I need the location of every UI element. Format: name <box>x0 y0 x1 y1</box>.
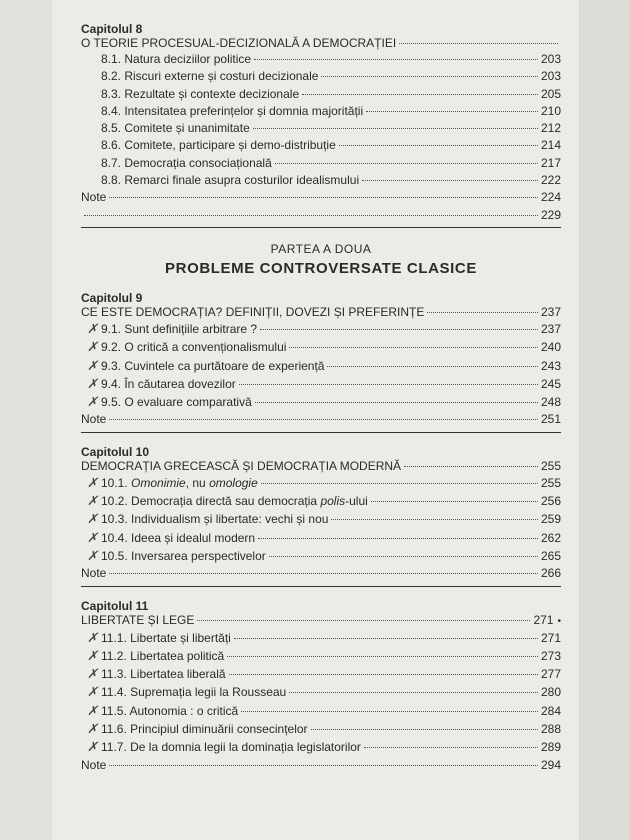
page-number: 266 <box>540 566 561 581</box>
toc-entry <box>81 357 561 375</box>
page-number: 277 <box>540 667 561 682</box>
leader-dots <box>362 180 538 181</box>
handwritten-mark: ✗ <box>87 357 98 373</box>
leader-dots <box>311 729 538 730</box>
toc-entry <box>81 547 561 565</box>
book-page <box>52 0 579 840</box>
page-number: 240 <box>540 340 561 355</box>
leader-dots <box>227 656 538 657</box>
toc-entry <box>81 738 561 756</box>
leader-dots <box>258 538 538 539</box>
leader-dots <box>404 466 538 467</box>
handwritten-mark: ✗ <box>87 320 98 336</box>
page-number: 271 <box>533 612 554 627</box>
entry-label: 9.4. În căutarea dovezilor <box>101 376 236 391</box>
notes-row <box>81 411 561 432</box>
table-of-contents <box>81 22 561 774</box>
page-number: 262 <box>540 530 561 545</box>
page-number: 284 <box>540 703 561 718</box>
part-label: PARTEA A DOUA <box>270 241 372 256</box>
leader-dots <box>255 402 538 403</box>
toc-entry <box>81 683 561 701</box>
leader-dots <box>327 366 537 367</box>
toc-entry <box>81 510 561 528</box>
toc-entry <box>81 51 561 68</box>
toc-entry <box>81 375 561 393</box>
notes-label: Note <box>81 757 107 772</box>
chapter-9 <box>81 291 561 433</box>
handwritten-mark: ✗ <box>87 721 98 737</box>
chapter-entries <box>81 51 561 189</box>
entry-label: 8.8. Remarci finale asupra costurilor idealismului <box>101 173 360 188</box>
leader-dots <box>331 519 538 520</box>
handwritten-mark: ✗ <box>87 339 98 355</box>
chapter-title <box>81 305 561 320</box>
handwritten-mark: ✗ <box>87 394 98 410</box>
pencil-dot: • <box>557 615 561 627</box>
page-number: 288 <box>540 722 561 737</box>
leader-dots <box>364 747 538 748</box>
chapter-heading: Capitolul 9 <box>81 290 143 305</box>
entry-label: 11.5. Autonomia : o critică <box>101 703 239 718</box>
entry-label: 11.1. Libertate și libertăți <box>101 630 231 645</box>
entry-label: 8.7. Democrația consociațională <box>101 155 272 170</box>
page-number: 280 <box>540 685 561 700</box>
page-number: 237 <box>540 304 561 319</box>
chapter-heading: Capitolul 11 <box>81 598 149 613</box>
part-title: PROBLEME CONTROVERSATE CLASICE <box>165 259 477 277</box>
leader-dots <box>427 312 538 313</box>
leader-dots <box>260 329 538 330</box>
page-number: 271 <box>540 630 561 645</box>
leader-dots <box>269 556 538 557</box>
page-number: 217 <box>540 155 561 170</box>
handwritten-mark: ✗ <box>87 647 98 663</box>
notes-row <box>81 565 561 586</box>
page-number: 212 <box>540 121 561 136</box>
toc-entry <box>81 120 561 137</box>
leader-dots <box>339 145 538 146</box>
entry-label: 8.6. Comitete, participare și demo-distribuție <box>101 138 336 153</box>
notes-label: Note <box>81 412 107 427</box>
entry-label: 9.1. Sunt definițiile arbitrare ? <box>101 321 258 336</box>
entry-label: 10.2. Democrația directă sau democrația polis-ului <box>101 494 368 509</box>
chapter-heading: Capitolul 10 <box>81 444 150 459</box>
page-number: 210 <box>540 103 561 118</box>
toc-entry <box>81 338 561 356</box>
leader-dots <box>229 674 538 675</box>
entry-label: 9.3. Cuvintele ca purtătoare de experiență <box>101 358 325 373</box>
page-number: 256 <box>540 494 561 509</box>
page-number: 248 <box>540 395 561 410</box>
toc-entry <box>81 155 561 172</box>
leader-dots <box>109 419 538 420</box>
leader-dots <box>289 347 538 348</box>
toc-entry <box>81 86 561 103</box>
toc-entry <box>81 474 561 492</box>
toc-entry <box>81 529 561 547</box>
page-number: 205 <box>540 86 561 101</box>
page-number: 255 <box>540 475 561 490</box>
handwritten-mark: ✗ <box>87 375 98 391</box>
leader-dots <box>84 215 538 216</box>
handwritten-mark: ✗ <box>87 493 98 509</box>
chapter-title <box>81 36 561 51</box>
leader-dots <box>399 43 558 44</box>
right-background <box>579 0 630 840</box>
toc-entry <box>81 647 561 665</box>
page-number: 265 <box>540 548 561 563</box>
leader-dots <box>275 163 538 164</box>
page-number: 222 <box>540 173 561 188</box>
toc-entry <box>81 492 561 510</box>
entry-label: 11.7. De la domnia legii la dominația legislatorilor <box>101 740 361 755</box>
handwritten-mark: ✗ <box>87 511 98 527</box>
leader-dots <box>239 384 538 385</box>
handwritten-mark: ✗ <box>87 547 98 563</box>
toc-entry <box>81 320 561 338</box>
entry-label: 9.5. O evaluare comparativă <box>101 395 252 410</box>
chapter-title <box>81 613 561 629</box>
leader-dots <box>366 111 538 112</box>
chapter-title-text: O TEORIE PROCESUAL-DECIZIONALĂ A DEMOCRAȚIEI <box>81 36 397 50</box>
leader-dots <box>234 638 538 639</box>
page-number: 289 <box>540 740 561 755</box>
handwritten-mark: ✗ <box>87 629 98 645</box>
chapter-title-text: CE ESTE DEMOCRAȚIA? DEFINIȚII, DOVEZI ȘI PREFERINȚE <box>81 304 425 319</box>
entry-label: 8.2. Riscuri externe și costuri decizionale <box>101 69 319 84</box>
page-number: 245 <box>540 376 561 391</box>
entry-label: 10.4. Ideea și idealul modern <box>101 530 256 545</box>
page-number: 294 <box>540 757 561 772</box>
handwritten-mark: ✗ <box>87 702 98 718</box>
entry-label: 11.4. Supremația legii la Rousseau <box>101 685 287 700</box>
notes-row <box>81 189 561 206</box>
leader-dots <box>371 501 538 502</box>
handwritten-mark: ✗ <box>87 529 98 545</box>
notes-label: Note <box>81 190 107 205</box>
handwritten-mark: ✗ <box>87 666 98 682</box>
chapter-entries <box>81 629 561 757</box>
entry-label: 8.4. Intensitatea preferințelor și domnia majorității <box>101 103 364 118</box>
page-number: 214 <box>540 138 561 153</box>
toc-entry <box>81 629 561 647</box>
notes-label: Note <box>81 566 107 581</box>
notes-row <box>81 757 561 774</box>
toc-entry <box>81 68 561 85</box>
page-number: 259 <box>540 512 561 527</box>
left-background <box>0 0 52 840</box>
entry-label: 8.5. Comitete și unanimitate <box>101 121 250 136</box>
page-number: 224 <box>540 190 561 205</box>
page-number: 243 <box>540 358 561 373</box>
chapter-heading: Capitolul 8 <box>81 22 143 36</box>
page-number: 273 <box>540 648 561 663</box>
leader-dots <box>197 620 530 621</box>
page-number: 203 <box>540 52 561 66</box>
chapter-title <box>81 459 561 474</box>
handwritten-mark: ✗ <box>87 474 98 490</box>
notes-row <box>81 207 561 228</box>
chapter-title-text: LIBERTATE ȘI LEGE <box>81 612 195 627</box>
toc-entry <box>81 702 561 720</box>
leader-dots <box>253 128 538 129</box>
leader-dots <box>241 711 538 712</box>
page-number: 229 <box>540 207 561 222</box>
leader-dots <box>302 94 538 95</box>
chapter-entries <box>81 510 561 565</box>
leader-dots <box>109 197 538 198</box>
entry-label: 11.2. Libertatea politică <box>101 648 225 663</box>
entry-label: 10.3. Individualism și libertate: vechi și nou <box>101 512 329 527</box>
toc-entry <box>81 137 561 154</box>
toc-entry <box>81 172 561 189</box>
toc-entry <box>81 393 561 411</box>
entry-label: 11.3. Libertatea liberală <box>101 667 226 682</box>
chapter-11 <box>81 599 561 774</box>
chapter-10 <box>81 445 561 587</box>
page-number: 237 <box>540 321 561 336</box>
entry-label: 8.1. Natura deciziilor politice <box>101 52 252 66</box>
leader-dots <box>109 573 538 574</box>
entry-label: 9.2. O critică a convenționalismului <box>101 340 287 355</box>
page-number: 255 <box>540 458 561 473</box>
toc-entry <box>81 720 561 738</box>
leader-dots <box>261 483 538 484</box>
leader-dots <box>254 59 538 60</box>
chapter-entries <box>81 320 561 411</box>
handwritten-mark: ✗ <box>87 739 98 755</box>
handwritten-mark: ✗ <box>87 684 98 700</box>
toc-entry <box>81 665 561 683</box>
entry-label: 8.3. Rezultate și contexte decizionale <box>101 86 300 101</box>
chapter-title-text: DEMOCRAȚIA GRECEASCĂ ȘI DEMOCRAȚIA MODERNĂ <box>81 458 402 473</box>
chapter-8 <box>81 22 561 228</box>
entry-label: 10.1. Omonimie, nu omologie <box>101 475 258 490</box>
leader-dots <box>289 692 538 693</box>
leader-dots <box>109 765 538 766</box>
entry-label: 10.5. Inversarea perspectivelor <box>101 548 266 563</box>
toc-entry <box>81 103 561 120</box>
page-number: 203 <box>540 69 561 84</box>
leader-dots <box>321 76 538 77</box>
entry-label: 11.6. Principiul diminuării consecințelor <box>101 722 308 737</box>
page-number: 251 <box>540 412 561 427</box>
